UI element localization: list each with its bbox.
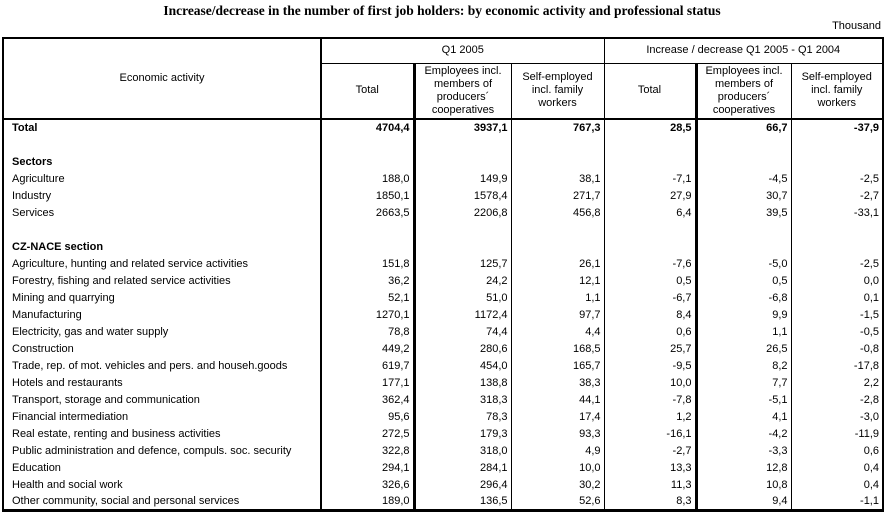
table-row bbox=[3, 493, 883, 510]
cell-value bbox=[511, 153, 604, 170]
row-label: Education bbox=[3, 459, 321, 476]
cell-value: -16,1 bbox=[604, 425, 696, 442]
cell-value: -9,5 bbox=[604, 357, 696, 374]
cell-value: 38,1 bbox=[511, 170, 604, 187]
cell-value: 165,7 bbox=[511, 357, 604, 374]
cell-value: 138,8 bbox=[414, 374, 511, 391]
cell-value: -6,7 bbox=[604, 289, 696, 306]
cell-value bbox=[414, 221, 511, 238]
page-title: Increase/decrease in the number of first job holders: by economic activity and professional status bbox=[163, 3, 721, 18]
cell-value bbox=[604, 238, 696, 255]
cell-value: 136,5 bbox=[414, 493, 511, 510]
cell-value: 4,9 bbox=[511, 442, 604, 459]
cell-value: 51,0 bbox=[414, 289, 511, 306]
cell-value: 0,1 bbox=[863, 291, 879, 304]
cell-value: 4704,4 bbox=[321, 119, 414, 136]
cell-value: -5,1 bbox=[696, 391, 791, 408]
row-label bbox=[3, 136, 321, 153]
cell-value bbox=[696, 153, 791, 170]
row-label: Financial intermediation bbox=[3, 408, 321, 425]
cell-value: -2,7 bbox=[860, 189, 879, 202]
cell-value: 78,8 bbox=[321, 323, 414, 340]
table-row bbox=[3, 170, 883, 187]
cell-value: 0,4 bbox=[863, 461, 879, 474]
cell-value: 326,6 bbox=[321, 476, 414, 493]
cell-value: -4,2 bbox=[696, 425, 791, 442]
table-row bbox=[3, 391, 883, 408]
cell-value: 449,2 bbox=[321, 340, 414, 357]
cell-value: 179,3 bbox=[414, 425, 511, 442]
table-row bbox=[3, 323, 883, 340]
row-label: Real estate, renting and business activities bbox=[3, 425, 321, 442]
group-header-row bbox=[3, 38, 883, 63]
cell-value: 78,3 bbox=[414, 408, 511, 425]
group-header-increase-decrease: Increase / decrease Q1 2005 - Q1 2004 bbox=[604, 38, 883, 63]
table-row bbox=[3, 476, 883, 493]
cell-value: 177,1 bbox=[321, 374, 414, 391]
cell-value bbox=[414, 153, 511, 170]
cell-value: 95,6 bbox=[321, 408, 414, 425]
row-label: Electricity, gas and water supply bbox=[3, 323, 321, 340]
cell-value: 27,9 bbox=[604, 187, 696, 204]
cell-value: 0,6 bbox=[863, 444, 879, 457]
cell-value: 1850,1 bbox=[321, 187, 414, 204]
cell-value: 11,3 bbox=[604, 476, 696, 493]
cell-value: 8,2 bbox=[696, 357, 791, 374]
group-header-q1-2005: Q1 2005 bbox=[321, 38, 604, 63]
cell-value: 0,4 bbox=[863, 478, 879, 491]
cell-value bbox=[321, 136, 414, 153]
cell-value bbox=[696, 238, 791, 255]
cell-value: -1,1 bbox=[860, 494, 879, 507]
row-label: Industry bbox=[3, 187, 321, 204]
cell-value: 66,7 bbox=[696, 119, 791, 136]
cell-value: 280,6 bbox=[414, 340, 511, 357]
cell-value bbox=[511, 136, 604, 153]
cell-value bbox=[696, 221, 791, 238]
cell-value: 0,6 bbox=[604, 323, 696, 340]
cell-value: 36,2 bbox=[321, 272, 414, 289]
cell-value: 12,1 bbox=[511, 272, 604, 289]
spacer-row bbox=[3, 136, 883, 153]
cell-value: 74,4 bbox=[414, 323, 511, 340]
cell-value: 52,6 bbox=[511, 493, 604, 510]
cell-value: 12,8 bbox=[696, 459, 791, 476]
cell-value: -37,9 bbox=[853, 122, 879, 134]
cell-value: -11,9 bbox=[854, 427, 879, 440]
table-row bbox=[3, 374, 883, 391]
cell-value: 168,5 bbox=[511, 340, 604, 357]
cell-value: 9,9 bbox=[696, 306, 791, 323]
table-row bbox=[3, 357, 883, 374]
cell-value: 189,0 bbox=[321, 493, 414, 510]
table-row bbox=[3, 425, 883, 442]
cell-value: 188,0 bbox=[321, 170, 414, 187]
cell-value: -5,0 bbox=[696, 255, 791, 272]
cell-value bbox=[604, 153, 696, 170]
cell-value: 1,1 bbox=[696, 323, 791, 340]
cell-value: 284,1 bbox=[414, 459, 511, 476]
column-header-total-q1: Total bbox=[321, 63, 414, 119]
cell-value: 10,0 bbox=[604, 374, 696, 391]
cell-value: -6,8 bbox=[696, 289, 791, 306]
cell-value: 26,1 bbox=[511, 255, 604, 272]
cell-value: -7,8 bbox=[604, 391, 696, 408]
cell-value bbox=[321, 153, 414, 170]
table-row bbox=[3, 238, 883, 255]
cell-value: 125,7 bbox=[414, 255, 511, 272]
row-label bbox=[3, 221, 321, 238]
column-header-employees-incr: Employees incl. members of producers´ cooperatives bbox=[696, 63, 791, 119]
cell-value: 10,0 bbox=[511, 459, 604, 476]
table-row bbox=[3, 408, 883, 425]
row-label: Other community, social and personal services bbox=[3, 493, 321, 510]
row-label: Trade, rep. of mot. vehicles and pers. and househ.goods bbox=[3, 357, 321, 374]
row-label: Sectors bbox=[3, 153, 321, 170]
cell-value: -17,8 bbox=[853, 359, 879, 372]
column-header-total-incr: Total bbox=[604, 63, 696, 119]
cell-value bbox=[604, 221, 696, 238]
table-row bbox=[3, 306, 883, 323]
cell-value bbox=[414, 238, 511, 255]
cell-value: 4,1 bbox=[696, 408, 791, 425]
cell-value: 0,5 bbox=[604, 272, 696, 289]
cell-value: -7,6 bbox=[604, 255, 696, 272]
cell-value: -3,0 bbox=[860, 410, 879, 423]
cell-value: 39,5 bbox=[696, 204, 791, 221]
cell-value: 6,4 bbox=[604, 204, 696, 221]
cell-value: 8,4 bbox=[604, 306, 696, 323]
cell-value: 93,3 bbox=[511, 425, 604, 442]
cell-value: 149,9 bbox=[414, 170, 511, 187]
row-label: Total bbox=[3, 119, 321, 136]
cell-value: 456,8 bbox=[511, 204, 604, 221]
table-row bbox=[3, 289, 883, 306]
cell-value: 271,7 bbox=[511, 187, 604, 204]
cell-value: 0,5 bbox=[696, 272, 791, 289]
unit-label: Thousand bbox=[832, 20, 881, 32]
cell-value: 2663,5 bbox=[321, 204, 414, 221]
row-label: Transport, storage and communication bbox=[3, 391, 321, 408]
cell-value: 1578,4 bbox=[414, 187, 511, 204]
cell-value: 454,0 bbox=[414, 357, 511, 374]
cell-value: 272,5 bbox=[321, 425, 414, 442]
column-header-self-employed-incr: Self-employed incl. family workers bbox=[791, 63, 883, 119]
column-header-self-employed-q1: Self-employed incl. family workers bbox=[511, 63, 604, 119]
row-label: Construction bbox=[3, 340, 321, 357]
cell-value bbox=[511, 221, 604, 238]
cell-value: 52,1 bbox=[321, 289, 414, 306]
cell-value: -2,8 bbox=[860, 393, 879, 406]
table-row bbox=[3, 340, 883, 357]
cell-value: 362,4 bbox=[321, 391, 414, 408]
cell-value: 38,3 bbox=[511, 374, 604, 391]
table-row bbox=[3, 187, 883, 204]
cell-value: -2,5 bbox=[860, 172, 879, 185]
cell-value bbox=[696, 136, 791, 153]
row-label: Public administration and defence, compuls. soc. security bbox=[3, 442, 321, 459]
cell-value: -0,8 bbox=[860, 342, 879, 355]
cell-value bbox=[321, 221, 414, 238]
cell-value: 24,2 bbox=[414, 272, 511, 289]
cell-value: 7,7 bbox=[696, 374, 791, 391]
cell-value: 151,8 bbox=[321, 255, 414, 272]
cell-value: 1172,4 bbox=[414, 306, 511, 323]
row-label: Hotels and restaurants bbox=[3, 374, 321, 391]
cell-value: 9,4 bbox=[696, 493, 791, 510]
cell-value: 296,4 bbox=[414, 476, 511, 493]
cell-value: 0,0 bbox=[863, 274, 879, 287]
column-header-economic-activity: Economic activity bbox=[3, 38, 321, 119]
cell-value bbox=[321, 238, 414, 255]
cell-value bbox=[511, 238, 604, 255]
table-body bbox=[3, 119, 883, 510]
cell-value: 25,7 bbox=[604, 340, 696, 357]
cell-value: 30,7 bbox=[696, 187, 791, 204]
statistics-table bbox=[2, 37, 884, 512]
cell-value bbox=[791, 221, 883, 238]
row-label: CZ-NACE section bbox=[3, 238, 321, 255]
spacer-row bbox=[3, 221, 883, 238]
table-header bbox=[3, 38, 883, 119]
cell-value: 1,1 bbox=[511, 289, 604, 306]
cell-value bbox=[791, 238, 883, 255]
table-row bbox=[3, 204, 883, 221]
cell-value: 2,2 bbox=[863, 376, 879, 389]
row-label: Agriculture, hunting and related service activities bbox=[3, 255, 321, 272]
cell-value: 30,2 bbox=[511, 476, 604, 493]
row-label: Agriculture bbox=[3, 170, 321, 187]
table-row bbox=[3, 459, 883, 476]
cell-value: -0,5 bbox=[860, 325, 879, 338]
cell-value: 2206,8 bbox=[414, 204, 511, 221]
cell-value: 294,1 bbox=[321, 459, 414, 476]
cell-value: 767,3 bbox=[511, 119, 604, 136]
row-label: Services bbox=[3, 204, 321, 221]
cell-value: 318,0 bbox=[414, 442, 511, 459]
cell-value bbox=[791, 153, 883, 170]
cell-value: -1,5 bbox=[860, 308, 879, 321]
cell-value: 26,5 bbox=[696, 340, 791, 357]
cell-value: 10,8 bbox=[696, 476, 791, 493]
cell-value bbox=[604, 136, 696, 153]
cell-value: 318,3 bbox=[414, 391, 511, 408]
table-row bbox=[3, 442, 883, 459]
column-header-employees-q1: Employees incl. members of producers´ cooperatives bbox=[414, 63, 511, 119]
cell-value: 322,8 bbox=[321, 442, 414, 459]
cell-value: 4,4 bbox=[511, 323, 604, 340]
cell-value: 3937,1 bbox=[414, 119, 511, 136]
row-label: Health and social work bbox=[3, 476, 321, 493]
cell-value: 17,4 bbox=[511, 408, 604, 425]
cell-value: 13,3 bbox=[604, 459, 696, 476]
cell-value: 44,1 bbox=[511, 391, 604, 408]
cell-value bbox=[414, 136, 511, 153]
cell-value: -2,5 bbox=[860, 257, 879, 270]
row-label: Mining and quarrying bbox=[3, 289, 321, 306]
cell-value: 28,5 bbox=[604, 119, 696, 136]
cell-value: 1,2 bbox=[604, 408, 696, 425]
cell-value bbox=[791, 136, 883, 153]
cell-value: 97,7 bbox=[511, 306, 604, 323]
row-label: Manufacturing bbox=[3, 306, 321, 323]
cell-value: -7,1 bbox=[604, 170, 696, 187]
table-row bbox=[3, 119, 883, 136]
table-row bbox=[3, 153, 883, 170]
cell-value: -4,5 bbox=[696, 170, 791, 187]
row-label: Forestry, fishing and related service activities bbox=[3, 272, 321, 289]
cell-value: -33,1 bbox=[853, 206, 879, 219]
table-row bbox=[3, 272, 883, 289]
cell-value: 1270,1 bbox=[321, 306, 414, 323]
cell-value: 619,7 bbox=[321, 357, 414, 374]
cell-value: -2,7 bbox=[604, 442, 696, 459]
cell-value: -3,3 bbox=[696, 442, 791, 459]
table-row bbox=[3, 255, 883, 272]
cell-value: 8,3 bbox=[604, 493, 696, 510]
